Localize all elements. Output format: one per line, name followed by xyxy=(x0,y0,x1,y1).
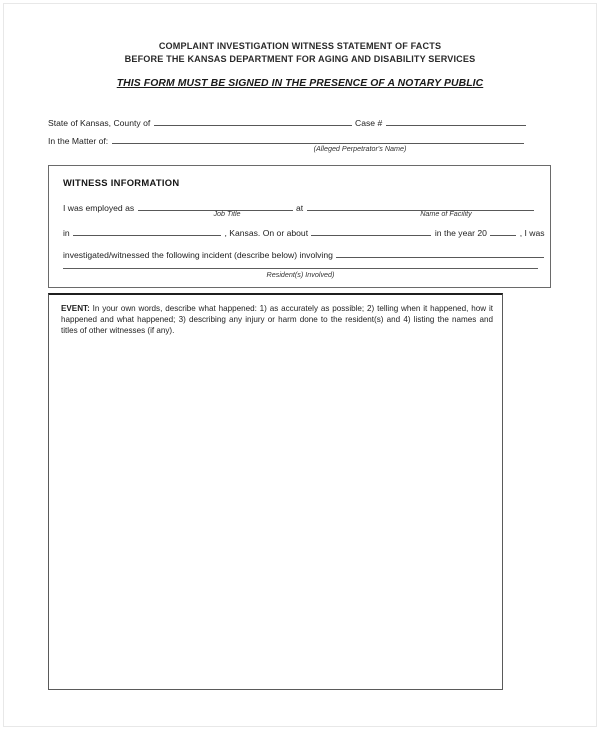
residents-involved-caption: Resident(s) Involved) xyxy=(266,270,335,279)
facility-name-caption: Name of Facility xyxy=(420,209,472,218)
case-number-label: Case # xyxy=(355,118,383,128)
residents-involved-input-blank[interactable] xyxy=(336,247,544,258)
form-title-line-1: COMPLAINT INVESTIGATION WITNESS STATEMENT OF FACTS xyxy=(158,41,442,51)
event-narrative-box[interactable] xyxy=(48,293,503,690)
kansas-label: , Kansas. On or about xyxy=(224,228,309,238)
event-instructions xyxy=(61,303,493,337)
witness-information-heading: WITNESS INFORMATION xyxy=(63,177,180,188)
date-input-blank[interactable] xyxy=(311,225,431,236)
form-title-line-2: BEFORE THE KANSAS DEPARTMENT FOR AGING AND DISABILITY SERVICES xyxy=(124,54,476,64)
witness-information-box xyxy=(48,165,551,288)
in-label: in xyxy=(63,228,70,238)
i-was-label: , I was xyxy=(519,228,545,238)
location-date-row xyxy=(63,225,545,238)
incident-row xyxy=(63,247,545,260)
job-title-caption: Job Title xyxy=(213,209,241,218)
county-input-blank[interactable] xyxy=(154,115,352,126)
state-county-case-row xyxy=(48,115,527,128)
year-input-blank[interactable] xyxy=(490,225,516,236)
event-label: EVENT: xyxy=(61,304,90,313)
perpetrator-name-input-blank[interactable] xyxy=(112,133,524,144)
event-instructions-text: In your own words, describe what happened: 1) as accurately as possible; 2) telling when it happened, how it happened and what happened; 3) describing any injury or harm done to the resident(s) and 4) listing the names and titles of other witnesses (if any). xyxy=(61,304,493,336)
state-county-label: State of Kansas, County of xyxy=(48,118,151,128)
employed-as-label: I was employed as xyxy=(63,203,135,213)
matter-label: In the Matter of: xyxy=(48,136,109,146)
city-input-blank[interactable] xyxy=(73,225,221,236)
alleged-perpetrator-caption: (Alleged Perpetrator's Name) xyxy=(313,144,407,153)
case-number-input-blank[interactable] xyxy=(386,115,526,126)
year-label: in the year 20 xyxy=(434,228,487,238)
at-label: at xyxy=(295,203,304,213)
incident-label: investigated/witnessed the following incident (describe below) involving xyxy=(63,250,333,260)
notary-notice: THIS FORM MUST BE SIGNED IN THE PRESENCE OF A NOTARY PUBLIC xyxy=(116,78,484,89)
residents-involved-second-blank[interactable] xyxy=(63,268,538,269)
